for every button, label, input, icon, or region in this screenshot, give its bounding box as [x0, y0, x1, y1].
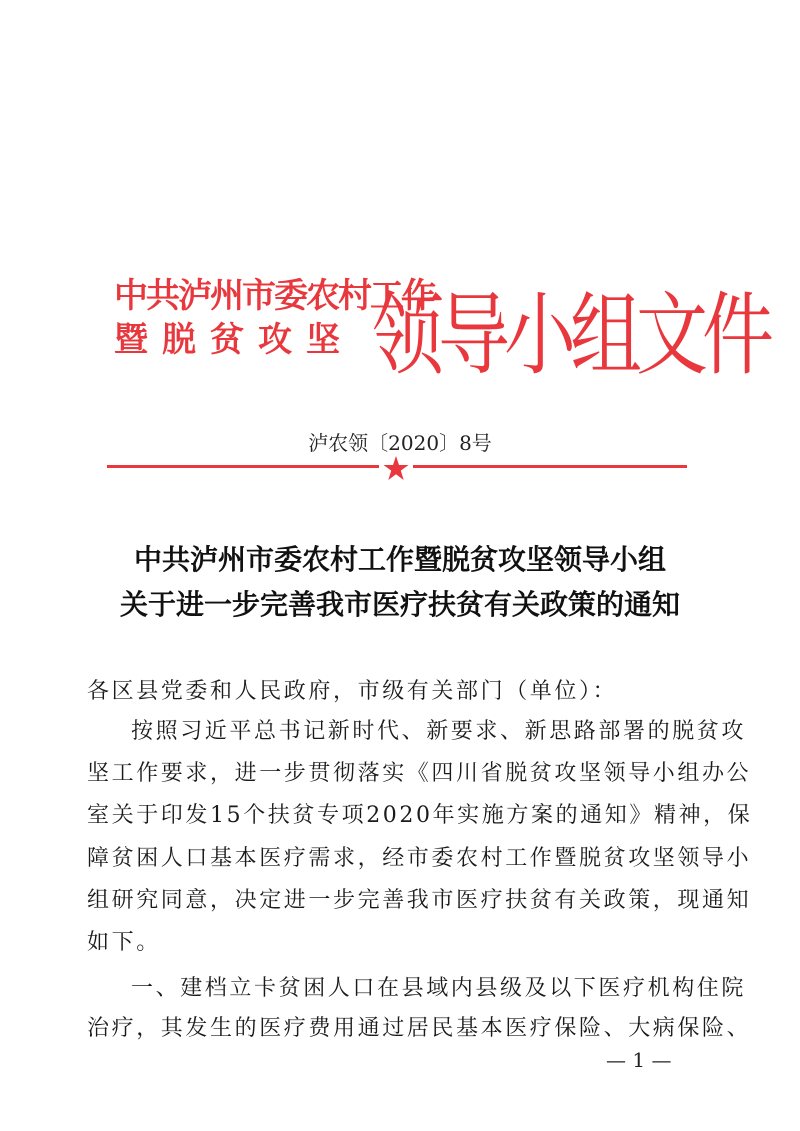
body-line: 室关于印发15个扶贫专项2020年实施方案的通知》精神，保: [87, 803, 753, 828]
page-number: — 1 —: [606, 1048, 672, 1072]
red-divider-right: [413, 465, 687, 468]
red-divider-left: [107, 465, 379, 468]
notice-title-line1: 中共泸州市委农村工作暨脱贫攻坚领导小组: [133, 543, 666, 576]
body-line: 组研究同意，决定进一步完善我市医疗扶贫有关政策，现通知: [87, 888, 752, 913]
red-star-icon: [383, 455, 409, 481]
body-line: 如下。: [87, 930, 161, 955]
document-number: 泸农领〔2020〕8号: [308, 431, 492, 455]
salutation: 各区县党委和人民政府，市级有关部门（单位）：: [87, 679, 618, 704]
body-line: 按照习近平总书记新时代、新要求、新思路部署的脱贫攻: [131, 719, 747, 744]
notice-title-line2: 关于进一步完善我市医疗扶贫有关政策的通知: [119, 588, 680, 621]
issuing-org-line2: 暨脱贫攻坚: [114, 320, 354, 360]
issuing-org-line1: 中共泸州市委农村工作: [114, 276, 434, 316]
body-line: 障贫困人口基本医疗需求，经市委农村工作暨脱贫攻坚领导小: [87, 846, 752, 871]
document-type-heading: 领导小组文件: [372, 282, 769, 387]
body-line: 治疗，其发生的医疗费用通过居民基本医疗保险、大病保险、: [87, 1016, 752, 1041]
body-line: 一、建档立卡贫困人口在县域内县级及以下医疗机构住院: [131, 976, 747, 1001]
body-line: 坚工作要求，进一步贯彻落实《四川省脱贫攻坚领导小组办公: [87, 761, 752, 786]
